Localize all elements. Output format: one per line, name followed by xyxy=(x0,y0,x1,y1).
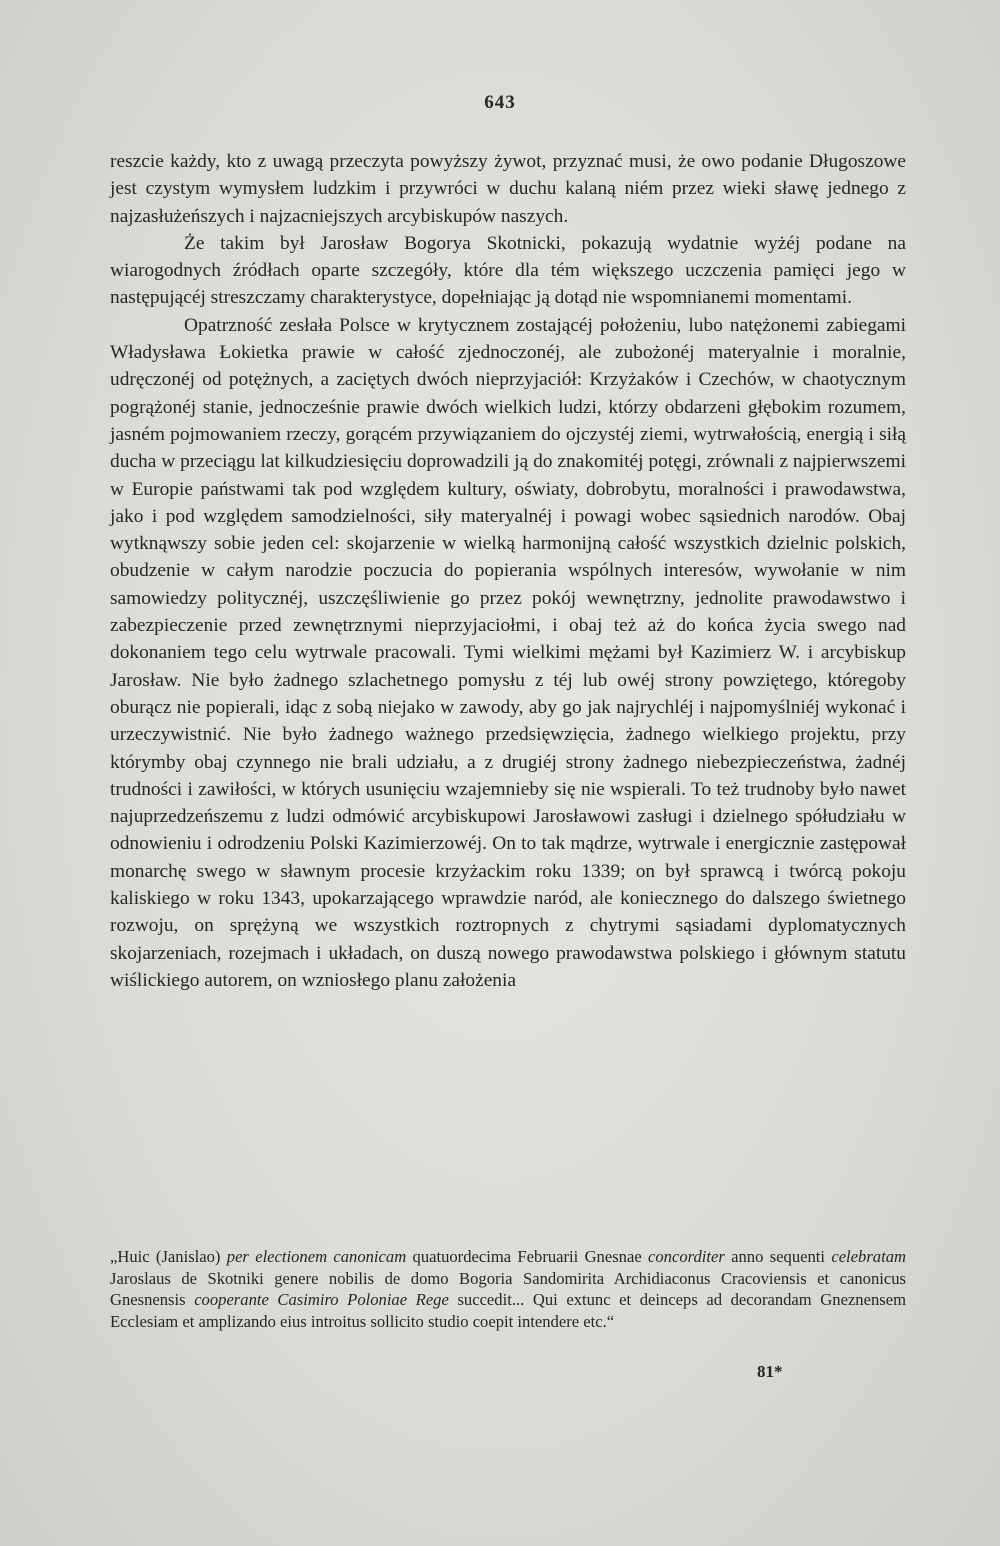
footnote-part: „Huic (Janislao) xyxy=(110,1247,227,1266)
paragraph-1: reszcie każdy, kto z uwagą przeczyta powyższy żywot, przyznać musi, że owo podanie Długoszowe jest czystym wymysłem ludzkim i przywróci w duchu kalaną niém przez wieki sławę jednego z najzasłużeńszych i najzacniejszych arcybiskupów naszych. xyxy=(110,151,906,227)
footnote-text xyxy=(110,1246,906,1332)
signature-mark: 81* xyxy=(757,1362,783,1381)
paragraph-2: Że takim był Jarosław Bogorya Skotnicki, pokazują wydatnie wyżéj podane na wiarogodnych źródłach oparte szczegóły, które dla tém większego uczczenia pamięci jego w następującéj streszczamy charakterystyce, dopełniając ją dotąd nie wspomnianemi momentami. xyxy=(110,232,906,309)
footnote-italic: concorditer xyxy=(648,1247,725,1266)
footnote-italic: cooperante Casimiro Poloniae Rege xyxy=(194,1290,449,1309)
footnote-part: quatuordecima Februarii Gnesnae xyxy=(406,1247,649,1266)
footnote-part: Jaroslaus de Skotniki genere nobilis de domo Bogoria Sandomirita Archidiaconus Cracoviensis et canonicus Gnesnensis xyxy=(110,1268,906,1309)
footnote xyxy=(110,1246,906,1332)
page-number: 643 xyxy=(484,92,516,113)
footnote-part: succedit... Qui extunc et deinceps ad decorandam Gneznensem Ecclesiam et amplizando eius introitus sollicito studio coepit intendere etc.“ xyxy=(110,1290,906,1331)
footnote-italic: celebratam xyxy=(831,1247,906,1266)
main-text xyxy=(110,148,906,994)
footnote-part: anno sequenti xyxy=(724,1247,832,1266)
paragraph-3: Opatrzność zesłała Polsce w krytycznem zostającéj położeniu, lubo natężonemi zabiegami Władysława Łokietka prawie w całość zjednoczonéj, ale zubożonéj materyalnie i moralnie, udręczonéj od potężnych, a zaciętych dwóch nieprzyjaciół: Krzyżaków i Czechów, w chaotycznym pogrążonéj stanie, jednocześnie prawie dwóch wielkich ludzi, którzy obdarzeni głębokim rozumem, jasném pojmowaniem rzeczy, gorącém przywiązaniem do ojczystéj ziemi, wytrwałością, energią i siłą ducha w przeciągu lat kilkudziesięciu doprowadzili ją do znakomitéj potęgi, zrównali z najpierwszemi w Europie państwami tak pod względem kultury, oświaty, dobrobytu, moralności i prawodawstwa, jako i pod względem samodzielności, siły materyalnéj i powagi wobec sąsiednich narodów. Obaj wytknąwszy sobie jeden cel: skojarzenie w wielką harmonijną całość wszystkich dzielnic polskich, obudzenie w całym narodzie poczucia do popierania wspólnych interesów, wywołanie w nim samowiedzy politycznéj, uszczęśliwienie go przez pokój wewnętrzny, jednolite prawodawstwo i zabezpieczenie przed zewnętrznymi nieprzyjaciołmi, i obaj też aż do końca życia swego nad dokonaniem tego celu wytrwale pracowali. Tymi wielkimi mężami był Kazimierz W. i arcybiskup Jarosław. Nie było żadnego szlachetnego pomysłu z téj lub owéj strony powziętego, któregoby oburącz nie popierali, idąc z sobą niejako w zawody, aby go jak najrychléj i najpomyślniéj wykonać i urzeczywistnić. Nie było żadnego ważnego przedsięwzięcia, żadnego wielkiego projektu, przy którymby obaj czynnego nie brali udziału, a z drugiéj strony żadnego niebezpieczeństwa, żadnéj trudności i zawiłości, w których usunięciu wzajemnieby się nie wspierali. To też trudnoby było nawet najuprzedzeńszemu z ludzi odmówić arcybiskupowi Jarosławowi zasługi i dzielnego spółudziału w odnowieniu i odrodzeniu Polski Kazimierzowéj. On to tak mądrze, wytrwale i energicznie zastępował monarchę swego w sławnym procesie krzyżackim roku 1339; on był sprawcą i twórcą pokoju kaliskiego w roku 1343, upokarzającego wprawdzie naród, ale koniecznego do dalszego świetnego rozwoju, on sprężyną we wszystkich roztropnych z chytrymi sąsiadami dyplomatycznych skojarzeniach, rozejmach i układach, on duszą nowego prawodawstwa polskiego i głównym statutu wiślickiego autorem, on wzniosłego planu założenia xyxy=(110,314,906,991)
footnote-italic: per electionem canonicam xyxy=(226,1247,407,1266)
